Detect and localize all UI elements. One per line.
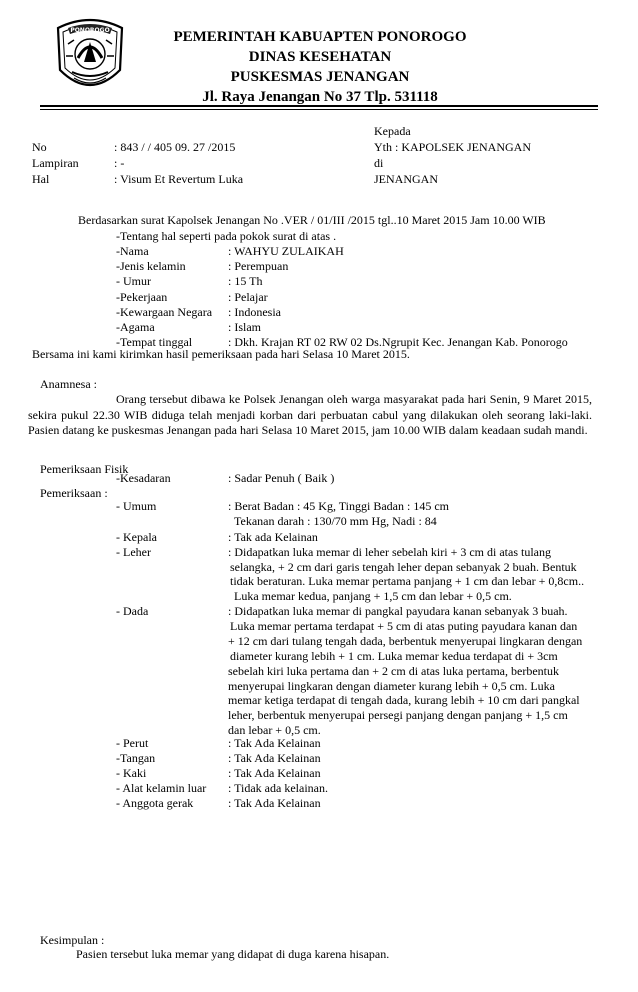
dada-line: sebelah kiri luka pertama dan + 2 cm di atas luka pertama, berbentuk xyxy=(228,663,559,678)
header-department: DINAS KESEHATAN xyxy=(248,49,392,65)
dada-line: leher, berbentuk menyerupai persegi panjang dengan panjang + 1,5 cm xyxy=(228,708,568,723)
leher-line: selangka, + 2 cm dari garis tengah leher depan sebanyak 2 buah. Bentuk xyxy=(230,559,577,574)
identity-label: -Tempat tinggal xyxy=(116,335,193,350)
finding-value: : Tak Ada Kelainan xyxy=(228,766,321,780)
finding-value: : Tak Ada Kelainan xyxy=(228,796,321,810)
identity-value: : Islam xyxy=(228,320,261,334)
dada-line: menyerupai lingkaran dengan diameter kurang lebih + 0,5 cm. Luka xyxy=(228,678,555,693)
kepala-label: - Kepala xyxy=(116,530,157,544)
identity-label: -Pekerjaan xyxy=(116,289,168,304)
kesadaran-value: : Sadar Penuh ( Baik ) xyxy=(228,471,335,485)
recipient-yth: Yth : KAPOLSEK JENANGAN xyxy=(374,140,532,154)
leher-line: tidak beraturan. Luka memar pertama panjang + 1 cm dan lebar + 0,8cm.. xyxy=(230,574,585,588)
umum-value-1: : Berat Badan : 45 Kg, Tinggi Badan : 145 cm xyxy=(228,499,449,513)
identity-value: : Perempuan xyxy=(228,259,289,274)
header-rule-thick xyxy=(40,105,598,107)
letter-number-value: : 843 / / 405 09. 27 /2015 xyxy=(114,140,236,154)
leher-line: : Didapatkan luka memar di leher sebelah kiri + 3 cm di atas tulang xyxy=(228,545,551,559)
identity-label: -Jenis kelamin xyxy=(116,259,186,274)
identity-label: - Umur xyxy=(116,274,151,289)
recipient-di: di xyxy=(374,156,384,170)
recipient-place: JENANGAN xyxy=(374,172,438,186)
lampiran-value: : - xyxy=(114,156,125,170)
dada-line: diameter kurang lebih + 1 cm. Luka memar kedua terdapat di + 3cm xyxy=(230,648,558,663)
anamnesa-paragraph: Orang tersebut dibawa ke Polsek Jenangan oleh warga masyarakat pada hari Senin, 9 Maret 2015, sekira pukul 22.30 WIB diduga telah menjadi korban dari perbuatan cabul yang dilakukan oleh seorang laki-laki. Pasien datang ke puskesmas Jenangan pada hari Selasa 10 Maret 2015, jam 10.00 WIB dalam keadaan sudah mandi. xyxy=(28,392,592,437)
dada-label: - Dada xyxy=(116,604,149,618)
closing-sentence: Bersama ini kami kirimkan hasil pemeriksaan pada hari Selasa 10 Maret 2015. xyxy=(32,347,410,361)
finding-label: - Kaki xyxy=(116,766,147,780)
finding-label: - Alat kelamin luar xyxy=(116,781,207,795)
header-rule-thin xyxy=(40,109,598,110)
dada-line: Luka memar pertama terdapat + 5 cm di atas puting payudara kanan dan xyxy=(230,618,578,633)
finding-value: : Tak Ada Kelainan xyxy=(228,736,321,750)
identity-value: : Dkh. Krajan RT 02 RW 02 Ds.Ngrupit Kec. Jenangan Kab. Ponorogo xyxy=(228,335,568,350)
finding-label: - Anggota gerak xyxy=(116,796,194,810)
umum-label: - Umum xyxy=(116,499,157,513)
identity-value: : Indonesia xyxy=(228,304,281,319)
finding-label: -Tangan xyxy=(116,751,156,765)
dada-line: dan lebar + 0,5 cm. xyxy=(228,723,321,738)
dada-line: memar ketiga terdapat di tengah dada, kurang lebih + 10 cm dari pangkal xyxy=(228,693,580,708)
finding-label: - Perut xyxy=(116,736,149,750)
kesadaran-label: -Kesadaran xyxy=(116,471,171,485)
identity-value: : Pelajar xyxy=(228,289,268,304)
leher-label: - Leher xyxy=(116,545,151,559)
identity-value: : 15 Th xyxy=(228,274,263,289)
svg-text:PONOROGO: PONOROGO xyxy=(70,27,110,34)
kepala-value: : Tak ada Kelainan xyxy=(228,530,318,544)
fisik-title: Pemeriksaan Fisik xyxy=(40,462,129,476)
finding-value: : Tak Ada Kelainan xyxy=(228,751,321,765)
kesimpulan-title: Kesimpulan : xyxy=(40,933,105,947)
dada-line: + 12 cm dari tulang tengah dada, berbentuk menyerupai lingkaran dengan xyxy=(228,633,583,648)
umum-value-2: Tekanan darah : 130/70 mm Hg, Nadi : 84 xyxy=(234,514,437,528)
finding-value: : Tidak ada kelainan. xyxy=(228,781,328,795)
header-address: Jl. Raya Jenangan No 37 Tlp. 531118 xyxy=(202,89,438,105)
subject-value: : Visum Et Revertum Luka xyxy=(114,172,244,186)
pemeriksaan-title: Pemeriksaan : xyxy=(40,486,108,500)
intro-subject: -Tentang hal seperti pada pokok surat di atas . xyxy=(116,229,337,243)
lampiran-label: Lampiran xyxy=(32,156,79,170)
identity-value: : WAHYU ZULAIKAH xyxy=(228,244,344,258)
header-puskesmas: PUSKESMAS JENANGAN xyxy=(230,69,410,85)
anamnesa-title: Anamnesa : xyxy=(40,377,97,391)
ponorogo-emblem-icon xyxy=(50,14,130,100)
identity-label: -Agama xyxy=(116,320,155,334)
identity-label: -Kewargaan Negara xyxy=(116,304,213,319)
header-government: PEMERINTAH KABUAPTEN PONOROGO xyxy=(173,29,467,45)
identity-label: -Nama xyxy=(116,244,149,258)
leher-line: Luka memar kedua, panjang + 1,5 cm dan lebar + 0,5 cm. xyxy=(234,588,512,603)
letter-number-label: No xyxy=(32,140,47,154)
kesimpulan-text: Pasien tersebut luka memar yang didapat di duga karena hisapan. xyxy=(76,947,390,961)
subject-label: Hal xyxy=(32,172,50,186)
dada-line: : Didapatkan luka memar di pangkal payudara kanan sebanyak 3 buah. xyxy=(228,604,568,618)
recipient-kepada: Kepada xyxy=(374,124,411,138)
intro-reference: Berdasarkan surat Kapolsek Jenangan No .VER / 01/III /2015 tgl..10 Maret 2015 Jam 10.00 WIB xyxy=(78,213,546,227)
